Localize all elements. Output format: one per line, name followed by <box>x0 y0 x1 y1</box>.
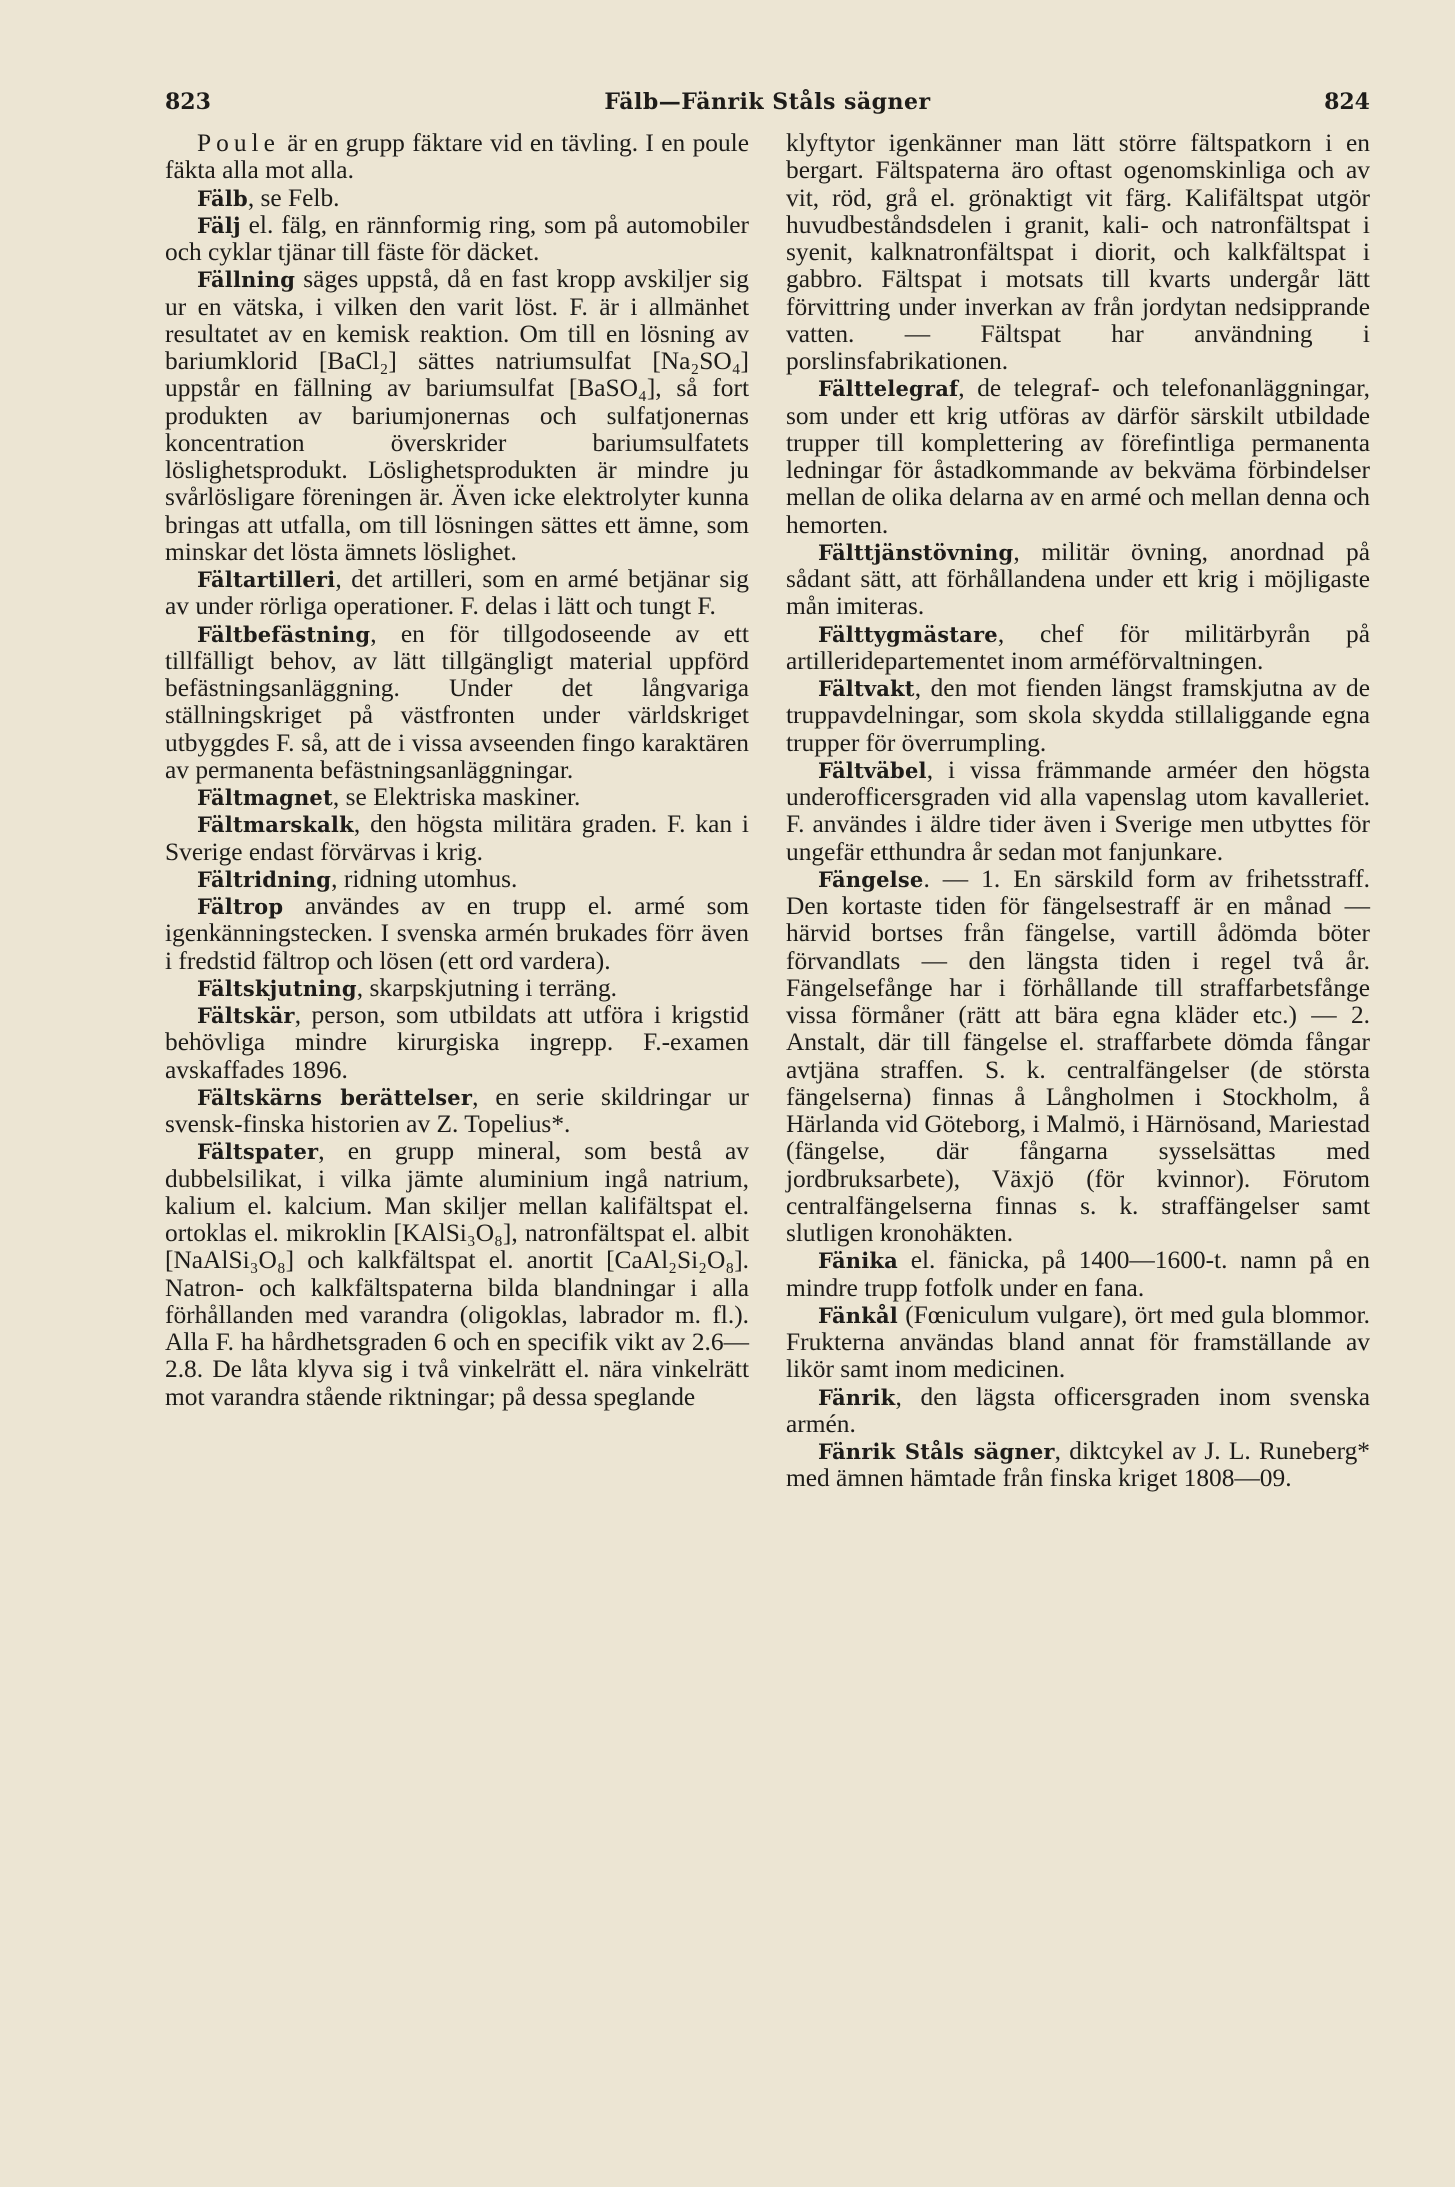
entry <box>165 866 749 893</box>
left-column <box>165 130 749 1411</box>
entry-headword: Fänika <box>818 1248 898 1274</box>
entry-headword: Fältskär <box>197 1003 295 1028</box>
entry-text: , den lägsta officersgraden inom svenska armén. <box>786 1382 1370 1438</box>
entry <box>165 811 749 866</box>
entry-text: , diktcykel av J. L. Runeberg* med ämnen hämtade från finska kriget 1808—09. <box>786 1437 1370 1493</box>
entry-headword: Fältvakt <box>818 676 915 701</box>
entry <box>786 757 1370 866</box>
entry <box>786 375 1370 539</box>
entry <box>786 1302 1370 1384</box>
entry-text: , en serie skildringar ur svensk-finska historien av Z. Topelius*. <box>165 1082 750 1138</box>
entry-headword: Fälb <box>197 185 248 211</box>
page-number-left: 823 <box>165 89 211 115</box>
page-header <box>165 85 1370 119</box>
entry <box>165 621 749 785</box>
entry <box>165 1138 749 1411</box>
entry-text: är en grupp fäktare vid en tävling. I en poule fäkta alla mot alla. <box>165 129 749 185</box>
entry-text: , ridning utomhus. <box>331 864 518 893</box>
entry-text: (Fœniculum vulgare), ört med gula blommor. Frukterna användas bland annat för framställande av likör samt inom medicinen. <box>786 1300 1370 1384</box>
entry-text: säges uppstå, då en fast kropp avskiljer sig ur en vätska, i vilken den varit löst. F. är i allmänhet resultatet av en kemisk reaktion. Om till en lösning av bariumklorid [BaCl₂] sättes natriumsulfat [Na₂SO₄] uppstår en fällning av bariumsulfat [BaSO₄], så fort produkten av bariumjonernas och sulfatjonernas koncentration överskrider bariumsulfatets löslighetsprodukt. Löslighetsprodukten är mindre ju svårlösligare föreningen är. Även icke elektrolyter kunna bringas att utfalla, om till lösningen sättes ett ämne, som minskar det lösta ämnets löslighet. <box>165 265 749 566</box>
right-column <box>786 130 1370 1493</box>
entry <box>165 784 749 811</box>
entry-headword: Fänrik Ståls sägner <box>818 1439 1055 1464</box>
entry-headword: Fältridning <box>197 866 332 892</box>
entry-text: , den högsta militära graden. F. kan i Sverige endast förvärvas i krig. <box>165 810 749 866</box>
entry-text: , se Elektriska maskiner. <box>332 783 581 811</box>
entry-headword: Fälj <box>197 212 241 238</box>
entry-headword: Fältartilleri <box>197 567 336 592</box>
entry-text: . — 1. En särskild form av frihetsstraff. Den kortaste tiden för fängelsestraff är en månad — härvid bortses från fängelse, vartill ådömda böter förvandlats — den längsta tiden i regel två år. Fängelsefånge har i förhållande till straffarbetsfånge vissa förmåner (rätt att bära egna kläder etc.) — 2. Anstalt, där till fängelse el. straffarbete dömda fångar avtjäna straffen. S. k. centralfängelser (de största fängelserna) finnas å Långholmen i Stockholm, å Härlanda vid Göteborg, i Malmö, i Härnösand, Mariestad (fängelse, där fångarna sysselsättas med jordbruksarbete), Växjö (för kvinnor). Förutom centralfängelserna finnas s. k. straffängelser samt slutligen kronohäkten. <box>786 864 1370 1247</box>
running-title: Fälb—Fänrik Ståls sägner <box>604 89 931 115</box>
entry-text: , de telegraf- och telefonanläggningar, som under ett krig utföras av därför särskilt utbildade trupper till komplettering av förefintliga permanenta ledningar för åstadkommande av bekväma förbindelser mellan de olika delarna av en armé och mellan denna och hemorten. <box>786 374 1370 539</box>
entry <box>786 539 1370 621</box>
entry-headword: Fälttjänstövning <box>818 539 1014 565</box>
entry-text: el. fänicka, på 1400—1600-t. namn på en mindre trupp fotfolk under en fana. <box>786 1246 1370 1302</box>
entry-text: , skarpskjutning i terräng. <box>356 973 618 1002</box>
entry-headword: Fältrop <box>197 894 284 919</box>
entry <box>165 266 749 566</box>
entry <box>786 675 1370 757</box>
page-number-right: 824 <box>1324 89 1370 115</box>
entry-text: användes av en trupp el. armé som igenkänningstecken. I svenska armén brukades förr även i fredstid fältrop och lösen (ett ord vardera). <box>165 892 749 975</box>
entry-headword: Fänkål <box>818 1302 898 1328</box>
entry-headword: Fälttygmästare <box>818 621 998 647</box>
entry-term: Poule <box>197 129 280 157</box>
entry-text: el. fälg, en rännformig ring, som på automobiler och cyklar tjänar till fäste för däcket. <box>165 210 749 266</box>
entry <box>165 975 749 1002</box>
entry-headword: Fältskjutning <box>197 975 357 1001</box>
entry-headword: Fällning <box>197 267 296 293</box>
entry <box>786 621 1370 676</box>
entry <box>165 212 749 267</box>
entry <box>786 1384 1370 1439</box>
entry <box>786 866 1370 1248</box>
entry-headword: Fängelse <box>818 866 924 892</box>
entry-text: klyftytor igenkänner man lätt större fältspatkorn i en bergart. Fältspaterna äro oftast ogenomskinliga och av vit, röd, grå el. grönaktigt vit färg. Kalifältspat utgör huvudbeståndsdelen i granit, kali- och natronfältspat i syenit, kalknatronfältspat i diorit, och kalkfältspat i gabbro. Fältspat i motsats till kvarts undergår lätt förvittring under inverkan av från jordytan nedsipprande vatten. — Fältspat har användning i porslinsfabrikationen. <box>786 129 1370 375</box>
entry <box>165 893 749 975</box>
entry-headword: Fältbefästning <box>197 621 371 647</box>
entry-text: , den mot fienden längst framskjutna av de truppavdelningar, som skola skydda stillaliggande egna trupper för överrumpling. <box>786 674 1370 757</box>
entry-text: , se Felb. <box>247 183 340 212</box>
entry-headword: Fälttelegraf <box>818 376 959 402</box>
entry <box>165 1084 749 1139</box>
entry-text: , i vissa främmande arméer den högsta underofficersgraden vid alla vapenslag utom kavalleriet. F. användes i äldre tider även i Sverige men utbyttes för ungefär etthundra år sedan mot fanjunkare. <box>786 755 1370 866</box>
entry-headword: Fältspater <box>197 1139 319 1165</box>
entry <box>786 1247 1370 1302</box>
entry <box>165 566 749 621</box>
entry <box>165 1002 749 1084</box>
entry-headword: Fältmagnet <box>197 785 333 810</box>
entry-headword: Fältskärns berättelser <box>197 1084 473 1110</box>
entry-headword: Fänrik <box>818 1384 896 1410</box>
entry-text: , en grupp mineral, som bestå av dubbelsilikat, i vilka jämte aluminium ingå natrium, kalium el. kalcium. Man skiljer mellan kalifältspat el. ortoklas el. mikroklin [KAlSi₃O₈], natronfältspat el. albit [NaAlSi₃O₈] och kalkfältspat el. anortit [CaAl₂Si₂O₈]. Natron- och kalkfältspaterna bilda blandningar i alla förhållanden med varandra (oligoklas, labrador m. fl.). Alla F. ha hårdhetsgraden 6 och en specifik vikt av 2.6—2.8. De låta klyva sig i två vinkelrätt el. nära vinkelrätt mot varandra stående riktningar; på dessa speglande <box>165 1137 749 1411</box>
entry <box>165 185 749 212</box>
entry <box>165 130 749 185</box>
entry-headword: Fältmarskalk <box>197 812 354 838</box>
entry-text: , militär övning, anordnad på sådant sätt, att förhållandena under ett krig i möjligaste mån imiteras. <box>786 537 1370 621</box>
entry <box>786 1438 1370 1493</box>
entry-text: , det artilleri, som en armé betjänar sig av under rörliga operationer. F. delas i lätt och tungt F. <box>165 565 749 621</box>
entry-headword: Fältväbel <box>818 757 927 783</box>
entry-text: , person, som utbildats att utföra i krigstid behövliga mindre kirurgiska ingrepp. F.-examen avskaffades 1896. <box>165 1001 749 1084</box>
entry-text: , chef för militärbyrån på artilleridepartementet inom arméförvaltningen. <box>786 619 1370 675</box>
entry-text: , en för tillgodoseende av ett tillfälligt behov, av lätt tillgängligt material uppförd befästningsanläggning. Under det långvariga ställningskriget på västfronten under världskriget utbyggdes F. så, att de i vissa avseenden fingo karaktären av permanenta befästningsanläggningar. <box>165 619 749 784</box>
entry <box>786 130 1370 375</box>
